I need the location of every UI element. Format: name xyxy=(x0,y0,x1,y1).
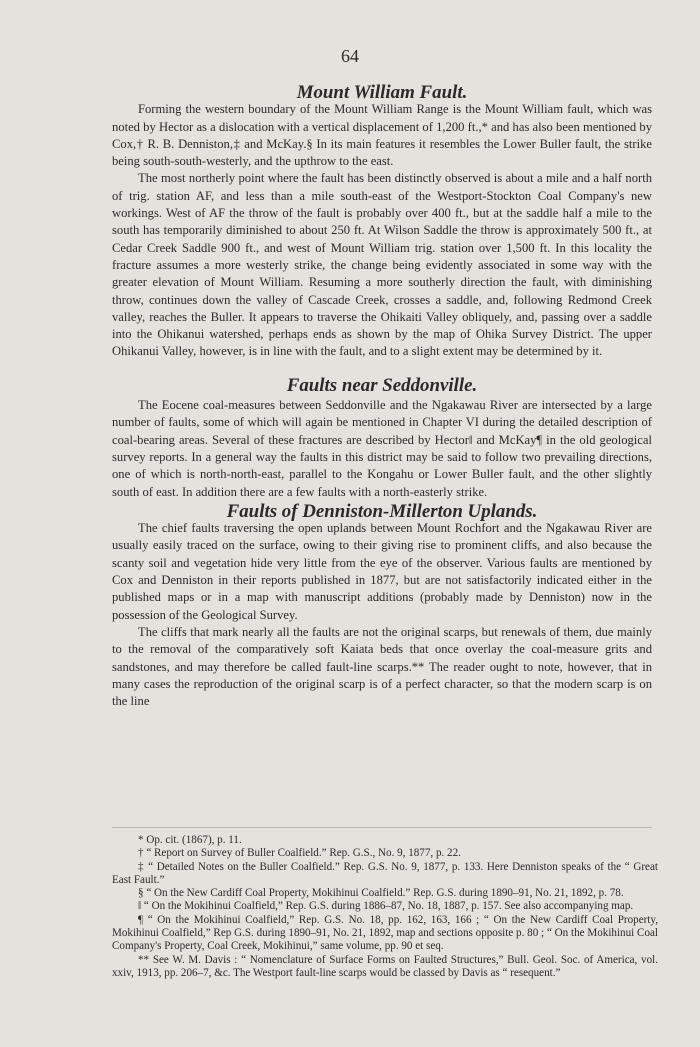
page-number: 64 xyxy=(341,46,359,66)
section-heading-faults-near-seddonville: Faults near Seddonville. xyxy=(286,374,478,396)
footnote: ‡ “ Detailed Notes on the Buller Coalfield.” Rep. G.S. No. 9, 1877, p. 133. Here Denniston speaks of the “ Great East Fault.” xyxy=(112,860,658,886)
footnote: † “ Report on Survey of Buller Coalfield.” Rep. G.S., No. 9, 1877, p. 22. xyxy=(138,847,461,860)
section-heading-denniston-millerton-uplands: Faults of Denniston-Millerton Uplands. xyxy=(226,500,538,522)
footnote: ‖ “ On the Mokihinui Coalfield,” Rep. G.S. during 1886–87, No. 18, 1887, p. 157. See also accompanying map. xyxy=(138,900,634,913)
footnotes xyxy=(112,834,658,980)
paragraph: The chief faults traversing the open uplands between Mount Rochfort and the Ngakawau River are usually easily traced on the surface, owing to their giving rise to prominent cliffs, and also because the scanty soil and vegetation hide very little from the eye of the observer. Various faults are mentioned by Cox and Denniston in their reports published in 1877, but are not satisfactorily indicated either in the published maps or in a map with manuscript additions (probably made by Denniston) now in the possession of the Geological Survey. xyxy=(112,521,652,622)
body-text xyxy=(112,84,652,710)
section-heading-mount-william-fault: Mount William Fault. xyxy=(296,82,468,103)
footnote: ¶ “ On the Mokihinui Coalfield,” Rep. G.S. No. 18, pp. 162, 163, 166 ; “ On the New Cardiff Coal Property, Mokihinui Coalfield,” Rep G.S. during 1890–91, No. 21, 1892, map and sections opposite p. 80 ; “ On the Mokihinui Coal Company's Property, Coal Creek, Mokihinui,” same volume, pp. 90 et seq. xyxy=(112,913,658,953)
paragraph: The Eocene coal-measures between Seddonville and the Ngakawau River are intersected by a large number of faults, some of which will again be mentioned in Chapter VI during the detailed description of coal-bearing areas. Several of these fractures are described by Hector‖ and McKay¶ in the old geological survey reports. In a general way the faults in this district may be said to follow two prevailing directions, one of which is north-north-east, parallel to the Kongahu or Lower Buller fault, and the other slightly south of east. In addition there are a few faults with a north-easterly strike. xyxy=(112,398,652,499)
paragraph: The most northerly point where the fault has been distinctly observed is about a mile and a half north of trig. station AF, and less than a mile south-east of the Westport-Stockton Coal Company's new workings. West of AF the throw of the fault is probably over 400 ft., but at the saddle half a mile to the south has temporarily diminished to about 250 ft. At Wilson Saddle the throw is approximately 500 ft., at Cedar Creek Saddle 900 ft., and west of Mount William trig. station over 1,500 ft. In this locality the fracture assumes a more westerly strike, the change being evidently associated in some way with the greater elevation of Mount William. Resuming a more southerly direction the fault, with diminishing throw, continues down the valley of Cascade Creek, crosses a saddle, and, following Redmond Creek valley, reaches the Buller. It appears to traverse the Ohikaiti Valley obliquely, and, passing over a saddle into the Ohikanui watershed, perhaps ends as shown by the map of Ohika Survey District. The upper Ohikanui Valley, however, is in line with the fault, and to a slight extent may be determined by it. xyxy=(112,171,652,359)
footnote-divider xyxy=(112,827,652,828)
footnote: * Op. cit. (1867), p. 11. xyxy=(138,834,242,846)
footnote: ** See W. M. Davis : “ Nomenclature of Surface Forms on Faulted Structures,” Bull. Geol. Soc. of America, vol. xxiv, 1913, pp. 206–7, &c. The Westport fault-line scarps would be classed by Davis as “ resequent.” xyxy=(112,953,658,979)
footnote: § “ On the New Cardiff Coal Property, Mokihinui Coalfield.” Rep. G.S. during 1890–91, No. 21, 1892, p. 78. xyxy=(138,887,624,900)
paragraph: Forming the western boundary of the Mount William Range is the Mount William fault, which was noted by Hector as a dislocation with a vertical displacement of 1,200 ft.,* and has also been mentioned by Cox,† R. B. Denniston,‡ and McKay.§ In its main features it resembles the Lower Buller fault, the strike being south-south-westerly, and the upthrow to the east. xyxy=(112,102,652,169)
paragraph: The cliffs that mark nearly all the faults are not the original scarps, but renewals of them, due mainly to the removal of the comparatively soft Kaiata beds that once overlay the coal-measure grits and sandstones, and may therefore be called fault-line scarps.** The reader ought to note, however, that in many cases the reproduction of the original scarp is of a perfect character, so that the modern scarp is on the line xyxy=(112,624,652,709)
